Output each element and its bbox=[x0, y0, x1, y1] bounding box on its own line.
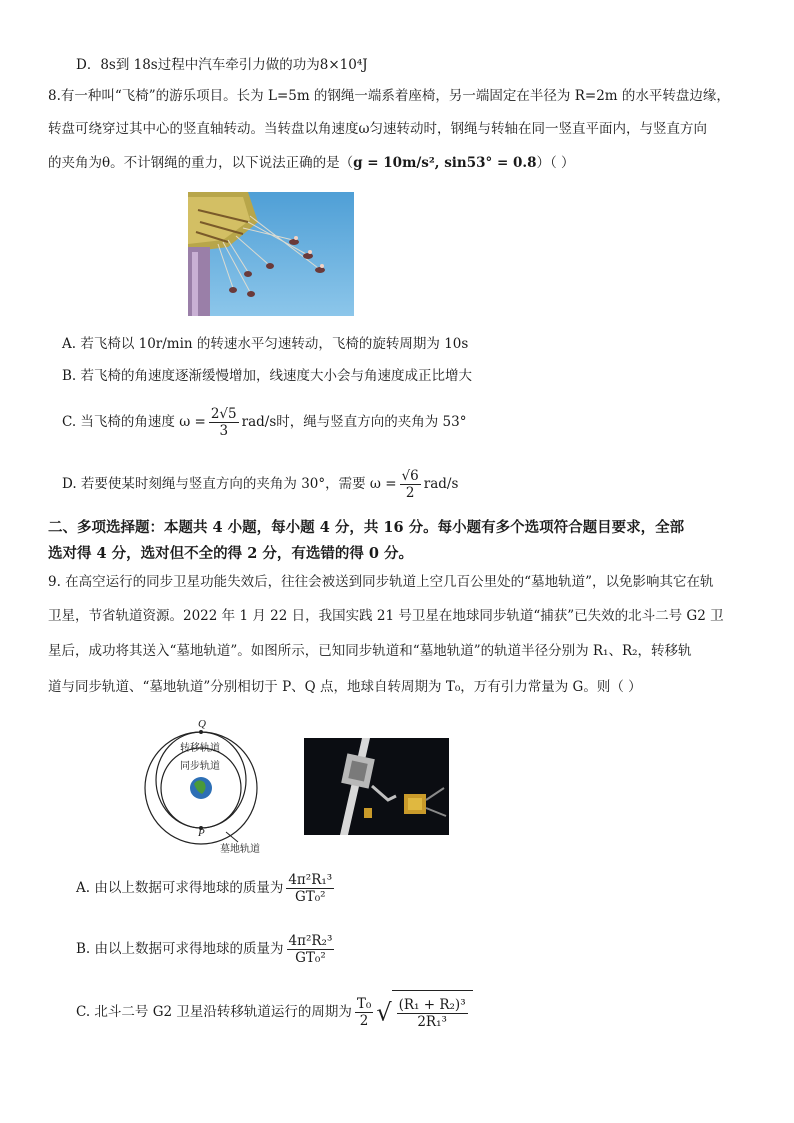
section-2-heading-line1: 二、多项选择题：本题共 4 小题，每小题 4 分，共 16 分。每小题有多个选项符合题目要求，全部 bbox=[48, 519, 685, 536]
section-2-heading-line2: 选对得 4 分，选对但不全的得 2 分，有选错的得 0 分。 bbox=[48, 545, 414, 562]
q8-option-a: A. 若飞椅以 10r/min 的转速水平匀速转动，飞椅的旋转周期为 10s bbox=[62, 336, 469, 352]
q8-stem-line2: 转盘可绕穿过其中心的竖直轴转动。当转盘以角速度ω匀速转动时，钢绳与转轴在同一竖直平面内，与竖直方向 bbox=[48, 121, 708, 137]
q8-option-b: B. 若飞椅的角速度逐渐缓慢增加，线速度大小会与角速度成正比增大 bbox=[62, 368, 473, 384]
q9-a-fraction: $\frac{\text{4π²R₁³}}{\text{GT₀²}}$ bbox=[288, 872, 333, 905]
label-q: Q bbox=[198, 718, 206, 730]
q8-given-conditions: g = 10m/s², sin53° = 0.8 bbox=[353, 155, 537, 171]
q9-stem-line1: 9. 在高空运行的同步卫星功能失效后，往往会被送到同步轨道上空几百公里处的“墓地轨道”，以免影响其它在轨 bbox=[48, 574, 714, 590]
q8-option-c: C. 当飞椅的角速度 ω = $\frac{2√5}{3}$ rad/s时，绳与竖直方向的夹角为 53° bbox=[62, 406, 467, 439]
q7-option-d: D．8s到 18s过程中汽车牵引力做的功为8×10⁴J bbox=[76, 57, 368, 73]
q9-option-c: C. 北斗二号 G2 卫星沿转移轨道运行的周期为 $\frac{\text{T₀}}{2}$ √ $\frac{\text{(R₁ + R₂)³}}{\text{2R₁³}}$ bbox=[76, 990, 473, 1035]
q9-stem-line4: 道与同步轨道、“墓地轨道”分别相切于 P、Q 点，地球自转周期为 T₀，万有引力常量为 G。则（ ） bbox=[48, 679, 642, 695]
satellite-photo bbox=[304, 738, 449, 835]
q9-option-a: A. 由以上数据可求得地球的质量为 $\frac{\text{4π²R₁³}}{\text{GT₀²}}$ bbox=[76, 872, 333, 905]
q9-c-root-fraction: $\frac{\text{(R₁ + R₂)³}}{\text{2R₁³}}$ bbox=[398, 997, 466, 1030]
q9-stem-line2: 卫星，节省轨道资源。2022 年 1 月 22 日，我国实践 21 号卫星在地球同步轨道“捕获”已失效的北斗二号 G2 卫 bbox=[48, 608, 724, 624]
swing-ride-photo bbox=[188, 192, 354, 316]
label-p: P bbox=[198, 827, 205, 839]
q9-b-fraction: $\frac{\text{4π²R₂³}}{\text{GT₀²}}$ bbox=[288, 933, 333, 966]
q8-c-fraction: $\frac{2√5}{3}$ bbox=[210, 406, 237, 439]
q9-stem-line3: 星后，成功将其送入“墓地轨道”。如图所示，已知同步轨道和“墓地轨道”的轨道半径分别为 R₁、R₂，转移轨 bbox=[48, 643, 692, 659]
label-grave-orbit: 墓地轨道 bbox=[220, 844, 260, 855]
q9-c-period-fraction: $\frac{\text{T₀}}{2}$ bbox=[356, 996, 372, 1029]
q8-d-fraction: $\frac{√6}{2}$ bbox=[401, 468, 419, 501]
label-sync-orbit: 同步轨道 bbox=[180, 761, 220, 772]
q8-option-d: D. 若要使某时刻绳与竖直方向的夹角为 30°，需要 ω = $\frac{√6}{2}$ rad/s bbox=[62, 468, 459, 501]
q8-stem-line3: 的夹角为θ。不计钢绳的重力，以下说法正确的是（g = 10m/s², sin53° = 0.8）（ ） bbox=[48, 155, 575, 171]
q8-stem-line1: 8.有一种叫“飞椅”的游乐项目。长为 L=5m 的钢绳一端系着座椅，另一端固定在半径为 R=2m 的水平转盘边缘， bbox=[48, 88, 730, 104]
q9-option-b: B. 由以上数据可求得地球的质量为 $\frac{\text{4π²R₂³}}{\text{GT₀²}}$ bbox=[76, 933, 333, 966]
label-transfer-orbit: 转移轨道 bbox=[180, 743, 220, 754]
orbit-diagram bbox=[140, 714, 290, 856]
